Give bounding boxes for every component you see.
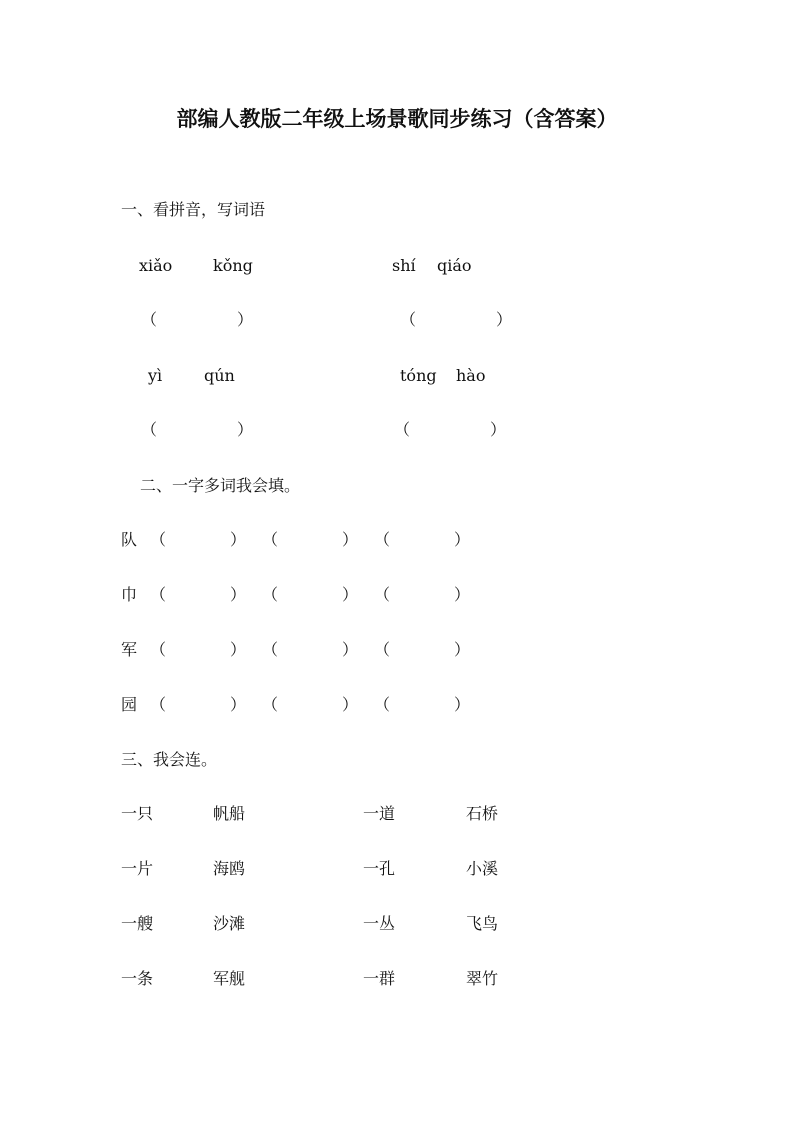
row-character: 军 bbox=[121, 640, 138, 659]
word-blank[interactable]: （ ） bbox=[262, 695, 359, 714]
section-3-heading: 三、我会连。 bbox=[121, 750, 218, 769]
page-title: 部编人教版二年级上场景歌同步练习（含答案） bbox=[176, 106, 618, 131]
word-blank[interactable]: （ ） bbox=[150, 530, 247, 549]
word-blank[interactable]: （ ） bbox=[150, 695, 247, 714]
word-blank[interactable]: （ ） bbox=[374, 640, 471, 659]
noun-word[interactable]: 小溪 bbox=[466, 859, 499, 878]
answer-blank[interactable]: （ ） bbox=[394, 420, 507, 439]
word-blank[interactable]: （ ） bbox=[262, 640, 359, 659]
pinyin: qún bbox=[204, 366, 235, 385]
measure-word[interactable]: 一道 bbox=[363, 804, 396, 823]
word-blank[interactable]: （ ） bbox=[262, 530, 359, 549]
pinyin: tóng bbox=[400, 366, 437, 385]
measure-word[interactable]: 一丛 bbox=[363, 914, 396, 933]
measure-word[interactable]: 一条 bbox=[121, 969, 154, 988]
noun-word[interactable]: 翠竹 bbox=[466, 969, 499, 988]
measure-word[interactable]: 一群 bbox=[363, 969, 396, 988]
pinyin: shí bbox=[392, 256, 416, 275]
measure-word[interactable]: 一孔 bbox=[363, 859, 396, 878]
row-character: 巾 bbox=[121, 585, 138, 604]
word-blank[interactable]: （ ） bbox=[150, 640, 247, 659]
row-character: 园 bbox=[121, 695, 138, 714]
measure-word[interactable]: 一艘 bbox=[121, 914, 154, 933]
word-blank[interactable]: （ ） bbox=[374, 530, 471, 549]
measure-word[interactable]: 一只 bbox=[121, 804, 154, 823]
word-blank[interactable]: （ ） bbox=[374, 695, 471, 714]
section-1-heading: 一、看拼音，写词语 bbox=[121, 200, 266, 219]
word-blank[interactable]: （ ） bbox=[150, 585, 247, 604]
pinyin: qiáo bbox=[437, 256, 472, 275]
answer-blank[interactable]: （ ） bbox=[141, 420, 254, 439]
answer-blank[interactable]: （ ） bbox=[400, 310, 513, 329]
answer-blank[interactable]: （ ） bbox=[141, 310, 254, 329]
noun-word[interactable]: 飞鸟 bbox=[466, 914, 499, 933]
pinyin: yì bbox=[148, 366, 163, 385]
noun-word[interactable]: 海鸥 bbox=[213, 859, 246, 878]
pinyin: xiǎo bbox=[139, 256, 173, 275]
pinyin: hào bbox=[456, 366, 486, 385]
section-2-heading: 二、一字多词我会填。 bbox=[140, 476, 301, 495]
measure-word[interactable]: 一片 bbox=[121, 859, 154, 878]
word-blank[interactable]: （ ） bbox=[374, 585, 471, 604]
noun-word[interactable]: 军舰 bbox=[213, 969, 246, 988]
pinyin: kǒng bbox=[213, 256, 253, 275]
noun-word[interactable]: 石桥 bbox=[466, 804, 499, 823]
noun-word[interactable]: 帆船 bbox=[213, 804, 246, 823]
noun-word[interactable]: 沙滩 bbox=[213, 914, 246, 933]
word-blank[interactable]: （ ） bbox=[262, 585, 359, 604]
row-character: 队 bbox=[121, 530, 138, 549]
